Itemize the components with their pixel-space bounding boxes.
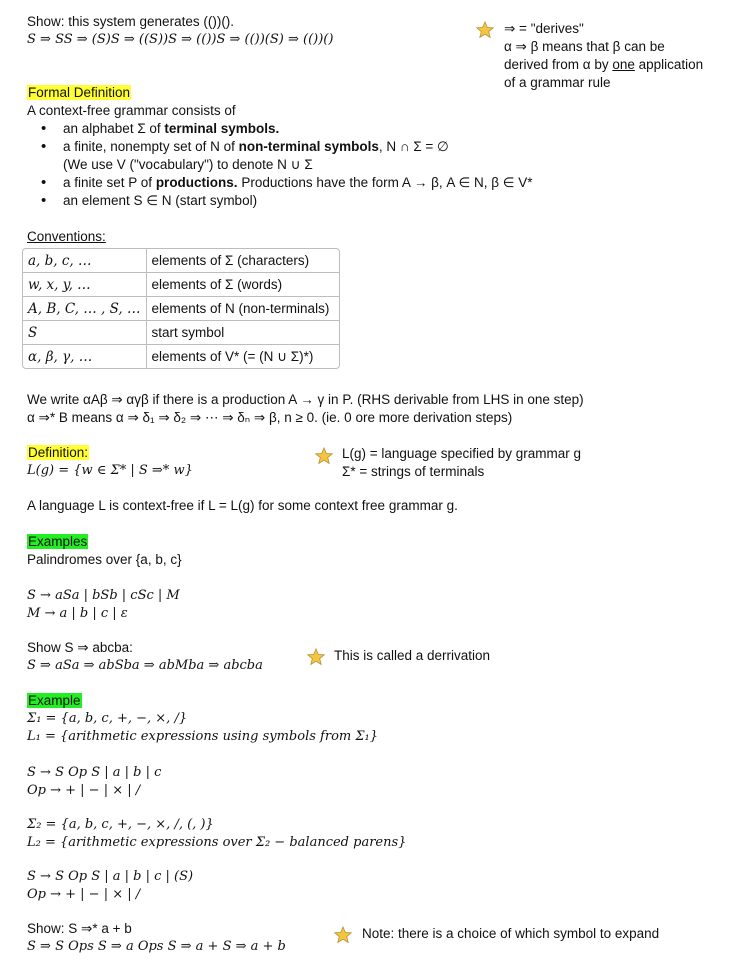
conv-symbol: α, β, γ, … xyxy=(23,344,147,368)
formal-item-3: • a finite set P of productions. Productions have the form A → β, A ∈ N, β ∈ V* xyxy=(27,174,533,192)
arith-rule-3: S → S Op S | a | b | c | (S) xyxy=(27,869,194,884)
definition-note-1: L(g) = language specified by grammar g xyxy=(342,446,582,461)
derives-note-line4: of a grammar rule xyxy=(504,75,611,90)
conv-desc: elements of V* (= (N ∪ Σ)*) xyxy=(147,344,339,368)
star-icon xyxy=(307,648,325,666)
arith-rule-4: Op → + | − | × | / xyxy=(27,887,141,902)
derives-note-line3: derived from α by one application xyxy=(504,57,704,72)
derivation-note: This is called a derrivation xyxy=(334,648,491,663)
arith-derivation: S ⇒ S Ops S ⇒ a Ops S ⇒ a + S ⇒ a + b xyxy=(27,939,286,954)
formal-item-2-sub: (We use V ("vocabulary") to denote N ∪ Σ xyxy=(63,157,313,172)
language-formula: L(g) = {w ∈ Σ* | S ⇒* w} xyxy=(27,463,193,478)
arith-rule-2: Op → + | − | × | / xyxy=(27,783,141,798)
examples-heading: Examples xyxy=(28,534,88,549)
conv-symbol: A, B, C, … , S, … xyxy=(23,296,147,320)
derives-note-line1: ⇒ = "derives" xyxy=(504,21,584,36)
palindrome-rule-2: M → a | b | c | ε xyxy=(27,606,128,621)
conv-desc: elements of N (non-terminals) xyxy=(147,296,339,320)
conventions-table xyxy=(22,248,340,369)
star-derivation-line: α ⇒* B means α ⇒ δ₁ ⇒ δ₂ ⇒ ⋯ ⇒ δₙ ⇒ β, n ≥ 0. (ie. 0 ore more derivation steps) xyxy=(27,410,513,425)
l1-line: L₁ = {arithmetic expressions using symbols from Σ₁} xyxy=(27,729,379,744)
star-icon xyxy=(334,926,352,944)
table-row xyxy=(23,272,339,296)
star-icon xyxy=(476,21,494,39)
show-line: Show: this system generates (())(). xyxy=(27,14,235,29)
choice-note: Note: there is a choice of which symbol to expand xyxy=(362,926,660,941)
formal-definition-heading: Formal Definition xyxy=(28,85,131,100)
conv-symbol: w, x, y, … xyxy=(23,272,147,296)
we-write-line: We write αAβ ⇒ αγβ if there is a production A → γ in P. (RHS derivable from LHS in one step) xyxy=(27,392,584,407)
palindromes-line: Palindromes over {a, b, c} xyxy=(27,552,182,567)
formal-item-1: • an alphabet Σ of terminal symbols. xyxy=(27,120,533,138)
formal-list xyxy=(27,120,533,210)
l2-line: L₂ = {arithmetic expressions over Σ₂ − balanced parens} xyxy=(27,835,407,850)
derives-note-line2: α ⇒ β means that β can be xyxy=(504,39,665,54)
star-icon xyxy=(315,447,333,465)
sigma1-line: Σ₁ = {a, b, c, +, −, ×, /} xyxy=(27,711,188,726)
definition-note-2: Σ* = strings of terminals xyxy=(342,464,485,479)
arith-show: Show: S ⇒* a + b xyxy=(27,921,132,936)
context-free-line: A language L is context-free if L = L(g) for some context free grammar g. xyxy=(27,498,458,513)
conv-desc: start symbol xyxy=(147,320,339,344)
palindrome-derivation: S ⇒ aSa ⇒ abSba ⇒ abMba ⇒ abcba xyxy=(27,658,263,673)
formal-lead: A context-free grammar consists of xyxy=(27,103,236,118)
table-row xyxy=(23,344,339,368)
palindrome-show: Show S ⇒ abcba: xyxy=(27,640,133,655)
table-row xyxy=(23,320,339,344)
conv-symbol: S xyxy=(23,320,147,344)
sigma2-line: Σ₂ = {a, b, c, +, −, ×, /, (, )} xyxy=(27,817,214,832)
conv-desc: elements of Σ (characters) xyxy=(151,253,310,268)
paren-derivation: S ⇒ SS ⇒ (S)S ⇒ ((S))S ⇒ (())S ⇒ (())(S) ⇒ (())() xyxy=(27,32,334,47)
conv-desc: elements of Σ (words) xyxy=(147,272,339,296)
definition-heading: Definition: xyxy=(28,445,89,460)
palindrome-rule-1: S → aSa | bSb | cSc | M xyxy=(27,588,180,603)
formal-item-2: • a finite, nonempty set of N of non-terminal symbols, N ∩ Σ = ∅ xyxy=(27,138,533,156)
conv-symbol: a, b, c, … xyxy=(23,249,147,272)
arith-rule-1: S → S Op S | a | b | c xyxy=(27,765,162,780)
conventions-heading: Conventions: xyxy=(27,229,106,244)
example-heading: Example xyxy=(28,693,81,708)
formal-item-4: • an element S ∈ N (start symbol) xyxy=(27,192,533,210)
table-row xyxy=(23,296,339,320)
table-row xyxy=(23,249,339,272)
